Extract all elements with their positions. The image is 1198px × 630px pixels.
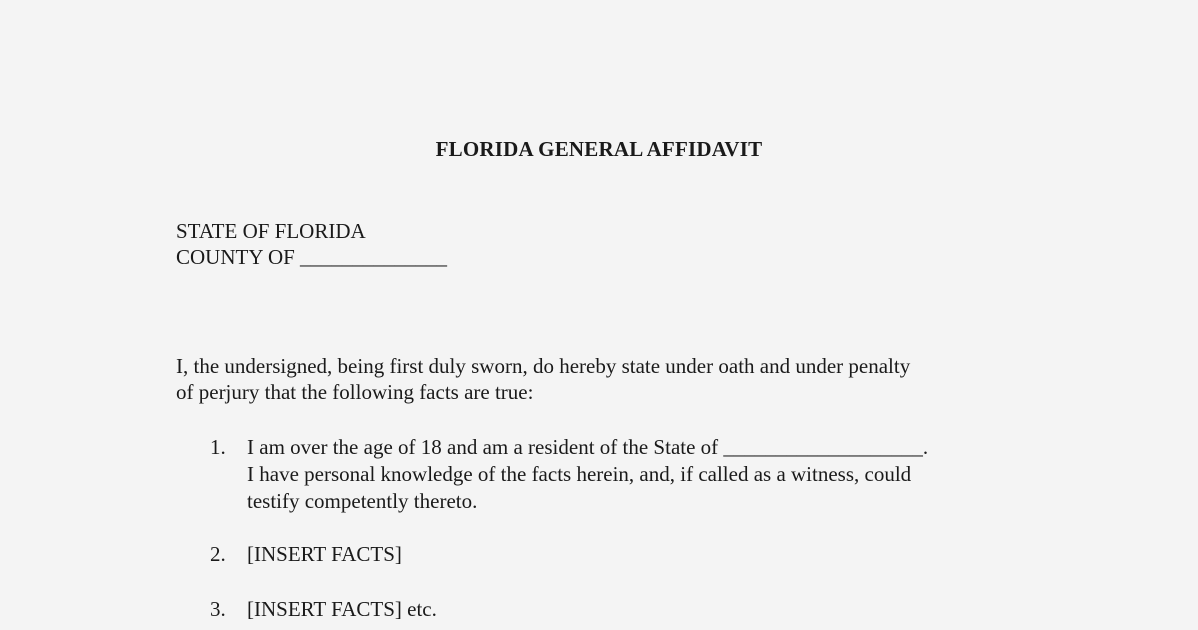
- intro-line-1: I, the undersigned, being first duly sworn, do hereby state under oath and under penalty: [176, 354, 911, 378]
- item-text: [247, 434, 1047, 515]
- item-number: 2.: [210, 542, 226, 566]
- item-line: I have personal knowledge of the facts herein, and, if called as a witness, could: [247, 462, 912, 486]
- item-line: I am over the age of 18 and am a resident of the State of ___________________.: [247, 435, 929, 459]
- intro-line-2: of perjury that the following facts are true:: [176, 380, 534, 404]
- item-number: 3.: [210, 597, 226, 621]
- item-line: testify competently thereto.: [247, 489, 478, 513]
- item-text: [247, 596, 1047, 623]
- item-line: [INSERT FACTS] etc.: [247, 597, 437, 621]
- county-line: COUNTY OF ______________: [176, 245, 448, 269]
- item-line: [INSERT FACTS]: [247, 542, 402, 566]
- item-number: 1.: [210, 435, 226, 459]
- intro-paragraph: [176, 353, 1036, 405]
- venue-block: [176, 218, 447, 270]
- document-title: FLORIDA GENERAL AFFIDAVIT: [435, 137, 763, 161]
- state-line: STATE OF FLORIDA: [176, 219, 366, 243]
- item-text: [247, 541, 1047, 568]
